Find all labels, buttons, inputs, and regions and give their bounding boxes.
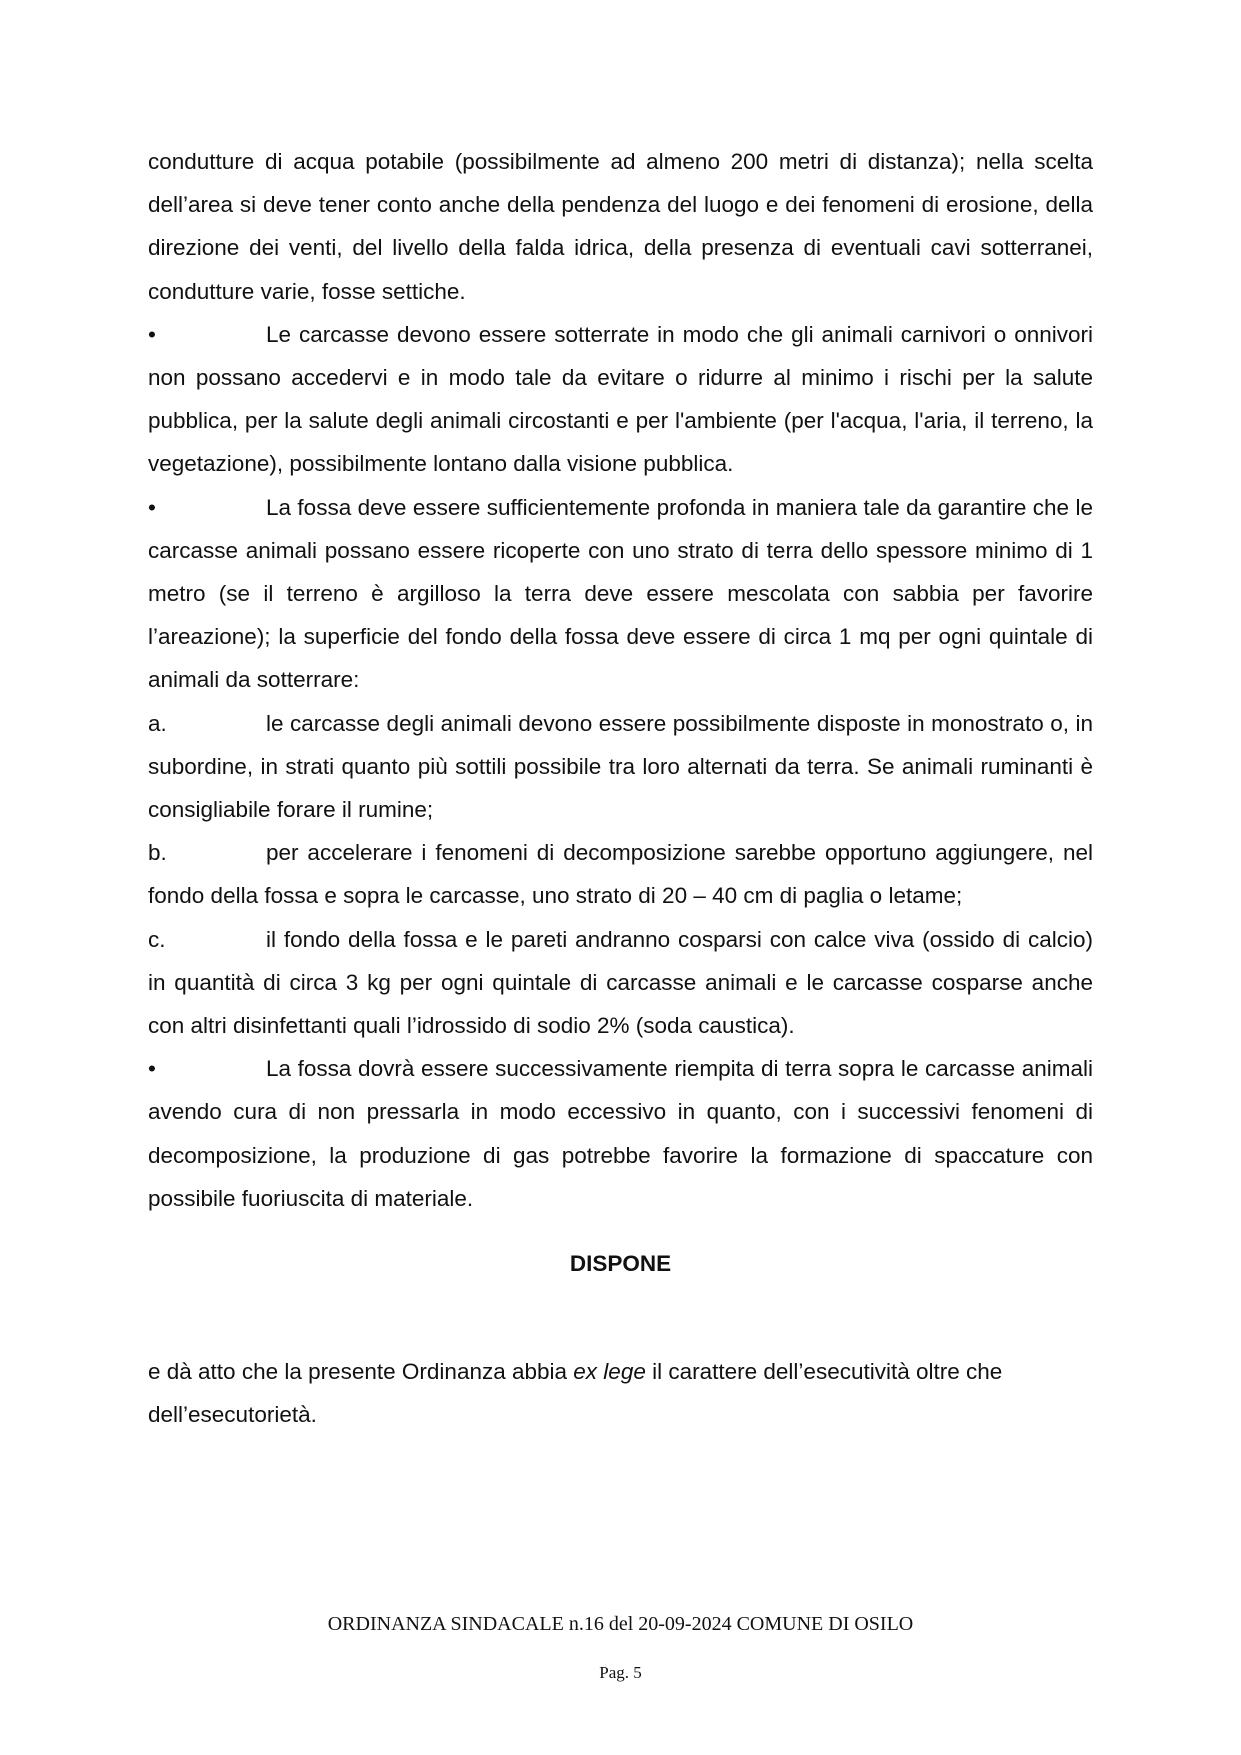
footer-ordinance-line: ORDINANZA SINDACALE n.16 del 20-09-2024 COMUNE DI OSILO (327, 1613, 914, 1635)
list-marker: a. (148, 710, 167, 736)
document-body (148, 140, 1093, 1436)
closing-latin-term: ex lege (573, 1358, 646, 1384)
list-text: le carcasse degli animali devono essere possibilmente disposte in monostrato o, in subordine, in strati quanto più sottili possibile tra loro alternati da terra. Se animali ruminanti è consigliabile forare il rumine; (148, 710, 1093, 823)
bullet-text: Le carcasse devono essere sotterrate in modo che gli animali carnivori o onnivori non possano accedervi e in modo tale da evitare o ridurre al minimo i rischi per la salute pubblica, per la salute degli animali circostanti e per l'ambiente (per l'acqua, l'aria, il terreno, la vegetazione), possibilmente lontano dalla visione pubblica. (148, 321, 1093, 477)
spacer (148, 1285, 1093, 1328)
spacer (148, 1220, 1093, 1242)
list-item-b (148, 831, 1093, 917)
bullet-text: La fossa dovrà essere successivamente riempita di terra sopra le carcasse animali avendo cura di non pressarla in modo eccessivo in quanto, con i successivi fenomeni di decomposizione, la produzione di gas potrebbe favorire la formazione di spaccature con possibile fuoriuscita di materiale. (148, 1056, 1093, 1211)
bullet-item (148, 486, 1093, 702)
list-text: per accelerare i fenomeni di decomposizione sarebbe opportuno aggiungere, nel fondo della fossa e sopra le carcasse, uno strato di 20 – 40 cm di paglia o letame; (148, 840, 1093, 909)
intro-paragraph: condutture di acqua potabile (possibilmente ad almeno 200 metri di distanza); nella scelta dell’area si deve tener conto anche della pendenza del luogo e dei fenomeni di erosione, della direzione dei venti, del livello della falda idrica, della presenza di eventuali cavi sotterranei, condutture varie, fosse settiche. (148, 149, 1093, 304)
closing-text: e dà atto che la presente Ordinanza abbia (148, 1358, 574, 1384)
spacer (148, 1328, 1093, 1350)
list-item-c (148, 918, 1093, 1048)
bullet-marker: • (148, 321, 156, 347)
list-item-a (148, 702, 1093, 832)
list-text: il fondo della fossa e le pareti andranno cosparsi con calce viva (ossido di calcio) in quantità di circa 3 kg per ogni quintale di carcasse animali e le carcasse cosparse anche con altri disinfettanti quali l’idrossido di sodio 2% (soda caustica). (148, 926, 1093, 1039)
page-number: Pag. 5 (599, 1663, 642, 1682)
closing-last-line: dell’esecutorietà. (148, 1401, 317, 1427)
closing-paragraph (148, 1350, 1093, 1393)
list-marker: b. (148, 840, 167, 866)
bullet-text: La fossa deve essere sufficientemente profonda in maniera tale da garantire che le carcasse animali possano essere ricoperte con uno strato di terra dello spessore minimo di 1 metro (se il terreno è argilloso la terra deve essere mescolata con sabbia per favorire l’areazione); la superficie del fondo della fossa deve essere di circa 1 mq per ogni quintale di animali da sotterrare: (148, 494, 1093, 693)
list-marker: c. (148, 926, 166, 952)
bullet-marker: • (148, 494, 156, 520)
bullet-item (148, 313, 1093, 486)
bullet-item (148, 1047, 1093, 1220)
bullet-marker: • (148, 1056, 156, 1082)
section-heading: DISPONE (569, 1250, 672, 1276)
closing-text: il carattere dell’esecutività oltre che (645, 1358, 1003, 1384)
